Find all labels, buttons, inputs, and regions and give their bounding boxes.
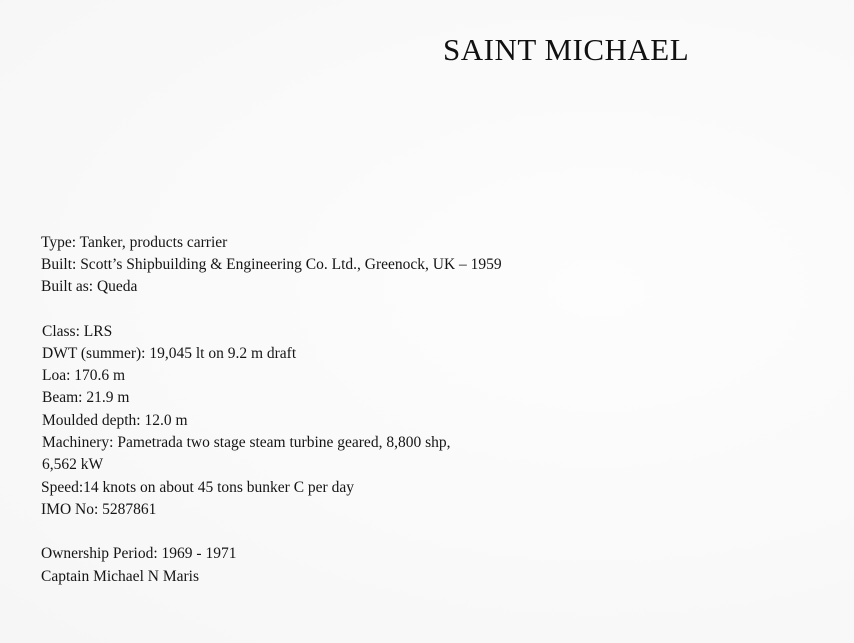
machinery-continued-line: 6,562 kW: [42, 456, 104, 473]
loa-line: Loa: 170.6 m: [42, 367, 126, 384]
moulded-depth-line: Moulded depth: 12.0 m: [42, 412, 188, 429]
page-title: SAINT MICHAEL: [443, 32, 690, 67]
speed-line: Speed:14 knots on about 45 tons bunker C per day: [41, 479, 354, 496]
class-line: Class: LRS: [42, 323, 113, 340]
dwt-line: DWT (summer): 19,045 lt on 9.2 m draft: [42, 345, 297, 362]
captain-line: Captain Michael N Maris: [41, 568, 199, 585]
machinery-line: Machinery: Pametrada two stage steam turbine geared, 8,800 shp,: [42, 434, 451, 451]
type-line: Type: Tanker, products carrier: [41, 234, 228, 251]
imo-line: IMO No: 5287861: [41, 501, 157, 518]
built-as-line: Built as: Queda: [41, 278, 138, 295]
built-line: Built: Scott’s Shipbuilding & Engineering Co. Ltd., Greenock, UK – 1959: [41, 256, 502, 273]
beam-line: Beam: 21.9 m: [42, 389, 130, 406]
ownership-period-line: Ownership Period: 1969 - 1971: [41, 545, 237, 562]
